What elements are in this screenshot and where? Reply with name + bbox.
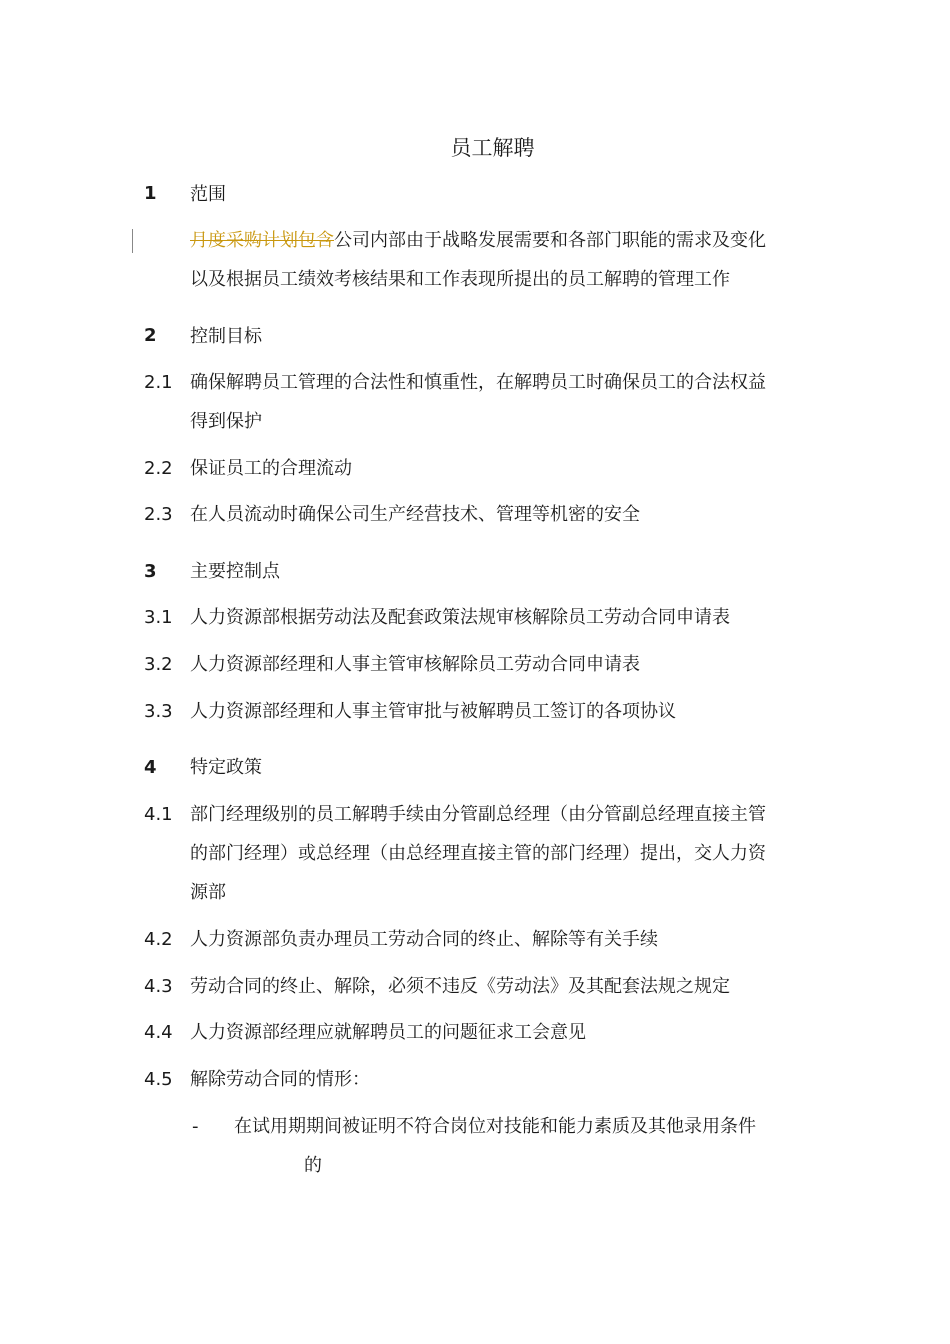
bullet-line-1: 在试用期期间被证明不符合岗位对技能和能力素质及其他录用条件 [234,1116,756,1137]
item-3-1-line-1: 人力资源部根据劳动法及配套政策法规审核解除员工劳动合同申请表 [190,607,730,628]
section-2-heading: 控制目标 [190,326,262,347]
bullet-line-2: 的 [304,1155,322,1176]
item-2-1-text [190,363,830,441]
item-4-5-text [190,1060,830,1099]
item-4-1-line-3: 源部 [190,882,226,903]
section-2-number: 2 [144,325,157,346]
item-4-2-text [190,920,830,959]
item-2-2-number: 2.2 [144,458,173,479]
item-3-2-line-1: 人力资源部经理和人事主管审核解除员工劳动合同申请表 [190,654,640,675]
item-2-1-line-2: 得到保护 [190,411,262,432]
bullet-marker: - [192,1116,199,1137]
item-4-1-line-1: 部门经理级别的员工解聘手续由分管副总经理（由分管副总经理直接主管 [190,804,766,825]
item-4-1-text [190,795,830,912]
document-title: 员工解聘 [450,136,535,160]
revision-bar [132,229,133,253]
item-2-3-text [190,495,830,534]
section-4-heading: 特定政策 [190,757,262,778]
section-3-number: 3 [144,561,157,582]
item-2-1-line-1: 确保解聘员工管理的合法性和慎重性，在解聘员工时确保员工的合法权益 [190,372,766,393]
item-3-3-text [190,692,830,731]
item-3-1-text [190,598,830,637]
item-4-4-number: 4.4 [144,1022,173,1043]
revised-text: 月度采购计划包含 [190,230,334,251]
item-2-2-line-1: 保证员工的合理流动 [190,458,352,479]
scope-line-1 [190,221,830,260]
section-1-heading: 范围 [190,184,226,205]
item-4-3-text [190,967,830,1006]
section-3-heading: 主要控制点 [190,561,280,582]
item-4-4-text [190,1013,830,1052]
item-4-1-line-2: 的部门经理）或总经理（由总经理直接主管的部门经理）提出，交人力资 [190,843,766,864]
item-3-2-number: 3.2 [144,654,173,675]
item-4-5-number: 4.5 [144,1069,173,1090]
scope-line-2: 以及根据员工绩效考核结果和工作表现所提出的员工解聘的管理工作 [190,269,730,290]
item-3-2-text [190,645,830,684]
item-4-1-number: 4.1 [144,804,173,825]
item-4-3-number: 4.3 [144,976,173,997]
item-4-3-line-1: 劳动合同的终止、解除，必须不违反《劳动法》及其配套法规之规定 [190,976,730,997]
item-4-4-line-1: 人力资源部经理应就解聘员工的问题征求工会意见 [190,1022,586,1043]
item-3-1-number: 3.1 [144,607,173,628]
item-4-2-number: 4.2 [144,929,173,950]
section-1-scope-paragraph [190,221,830,299]
item-2-2-text [190,449,830,488]
item-2-1-number: 2.1 [144,372,173,393]
item-4-5-line-1: 解除劳动合同的情形： [190,1069,370,1090]
item-4-2-line-1: 人力资源部负责办理员工劳动合同的终止、解除等有关手续 [190,929,658,950]
item-3-3-number: 3.3 [144,701,173,722]
scope-line-1-text: 公司内部由于战略发展需要和各部门职能的需求及变化 [334,230,766,251]
item-3-3-line-1: 人力资源部经理和人事主管审批与被解聘员工签订的各项协议 [190,701,676,722]
section-4-number: 4 [144,757,157,778]
section-1-number: 1 [144,183,157,204]
item-2-3-number: 2.3 [144,504,173,525]
item-2-3-line-1: 在人员流动时确保公司生产经营技术、管理等机密的安全 [190,504,640,525]
